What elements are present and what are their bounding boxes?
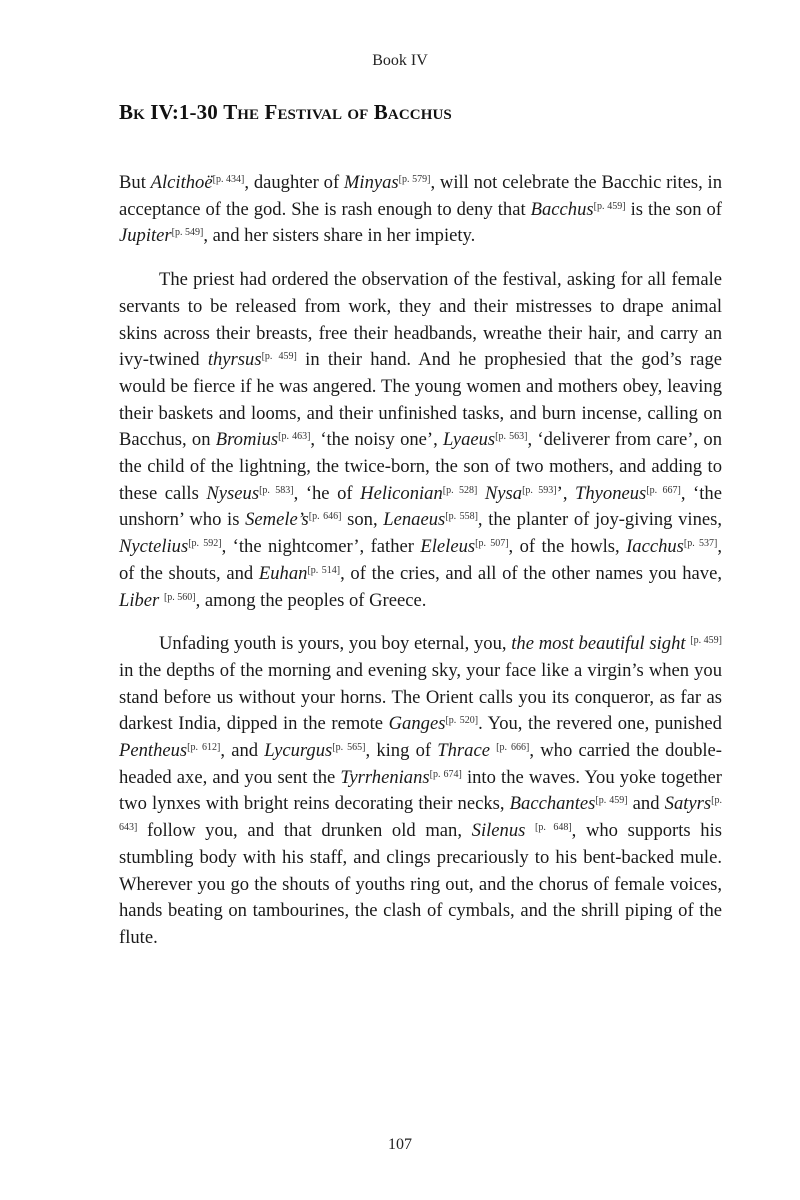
italic-name: Minyas	[343, 172, 399, 193]
page-reference: [p. 583]	[259, 484, 294, 496]
page-reference: [p. 593]	[522, 484, 557, 496]
text-run: , of the shouts, and	[119, 536, 722, 584]
page-reference: [p. 565]	[332, 742, 366, 754]
text-run: into the waves. You yoke together two lynxes with bright reins decorating their necks,	[119, 766, 722, 815]
running-head: Book IV	[372, 52, 428, 69]
text-run: , ‘the unshorn’ who is	[119, 482, 722, 531]
text-run: ’,	[556, 482, 576, 504]
text-run: follow you, and that drunken old man,	[137, 820, 472, 842]
text-run: , among the peoples of Greece.	[195, 589, 427, 611]
text-run: , who carried the double-headed axe, and you sent the	[119, 740, 722, 788]
italic-name: Iacchus	[626, 536, 684, 558]
text-run: , ‘the noisy one’,	[310, 429, 444, 451]
section-heading	[119, 100, 452, 125]
italic-name: Silenus	[471, 820, 526, 842]
page-reference: [p. 434]	[212, 174, 245, 185]
italic-name: Bacchus	[530, 198, 594, 220]
text-run: , ‘deliverer from care’, on the child of the lightning, the twice-born, the son of two mothers, and adding to these calls	[119, 429, 722, 504]
page-reference: [p. 560]	[163, 591, 196, 603]
italic-name: Liber	[119, 589, 160, 611]
body-text	[119, 170, 722, 952]
page-reference: [p. 674]	[429, 768, 462, 780]
page-reference: [p. 666]	[496, 742, 530, 754]
paragraph	[119, 267, 722, 614]
italic-name: Ganges	[388, 713, 446, 735]
italic-name: Nyseus	[206, 482, 260, 504]
italic-name: Thrace	[437, 740, 490, 762]
italic-name: Semele’s	[245, 509, 309, 531]
italic-name: Tyrrhenians	[340, 766, 430, 788]
text-run: son,	[341, 509, 384, 531]
italic-name: Bacchantes	[509, 793, 596, 815]
text-run: is the son of	[625, 198, 722, 220]
text-run: and	[627, 793, 665, 815]
page-reference: [p. 579]	[398, 174, 431, 185]
text-run: , of the cries, and all of the other names you have,	[340, 562, 722, 584]
text-run: , will not celebrate the Bacchic rites, in acceptance of the god. She is rash enough to deny that	[119, 172, 722, 220]
section-title: The Festival of Bacchus	[223, 100, 452, 124]
italic-name: Euhan	[258, 562, 308, 584]
italic-name: Nyctelius	[119, 536, 189, 558]
page-reference: [p. 459]	[261, 351, 297, 363]
text-run: , ‘the nightcomer’, father	[221, 536, 421, 558]
page-reference: [p. 520]	[445, 715, 479, 727]
text-run: in the depths of the morning and evening sky, your face like a virgin’s when you stand before us without your horns. The Orient calls you its conqueror, as far as darkest India, dipped in the remote	[119, 659, 722, 735]
text-run	[477, 483, 485, 504]
text-run: , daughter of	[244, 172, 344, 193]
page-reference: [p. 558]	[445, 511, 478, 523]
italic-name: thyrsus	[207, 349, 262, 371]
section-number: Bk IV:1-30	[119, 100, 218, 124]
page-reference: [p. 592]	[188, 538, 222, 550]
text-run: , and	[220, 740, 265, 762]
italic-name: Lycurgus	[264, 740, 333, 762]
page-reference: [p. 528]	[442, 484, 478, 496]
page-reference: [p. 507]	[475, 538, 509, 550]
page-reference: [p. 646]	[308, 511, 342, 523]
page-reference: [p. 667]	[646, 484, 681, 496]
page-reference: [p. 459]	[595, 795, 628, 807]
text-run: , king of	[365, 740, 438, 762]
text-run: , the planter of joy-giving vines,	[477, 509, 722, 531]
page-reference: [p. 549]	[171, 227, 204, 239]
page-reference: [p. 459]	[593, 200, 626, 212]
page-reference: [p. 537]	[683, 538, 718, 550]
page-reference: [p. 563]	[495, 431, 528, 443]
text-run: . You, the revered one, punished	[478, 713, 722, 735]
page-reference: [p. 648]	[535, 822, 572, 834]
text-run: , who supports his stumbling body with his staff, and clings precariously to his bent-backed mule. Wherever you go the shouts of youths ring out, and the chorus of female voices, hands beating on tambourines, the clash of cymbals, and the shrill piping of the flute.	[119, 820, 722, 948]
italic-name: Eleleus	[420, 536, 476, 558]
italic-name: Lenaeus	[383, 509, 446, 531]
italic-name: Alcithoë	[150, 172, 213, 193]
page-reference: [p. 463]	[278, 431, 311, 443]
paragraph	[119, 170, 722, 250]
page-number: 107	[388, 1136, 412, 1153]
italic-name: the most beautiful sight	[511, 633, 686, 655]
page-reference: [p. 643]	[119, 795, 722, 834]
italic-name: Thyoneus	[575, 482, 647, 504]
paragraph	[119, 631, 722, 951]
italic-name: Bromius	[215, 429, 279, 451]
text-run: , of the howls,	[508, 536, 627, 558]
italic-name: Pentheus	[119, 740, 188, 762]
italic-name: Nysa	[484, 482, 523, 504]
page-reference: [p. 612]	[187, 742, 221, 754]
text-run: Unfading youth is yours, you boy eternal, you,	[159, 633, 512, 655]
italic-name: Lyaeus	[443, 429, 496, 451]
italic-name: Satyrs	[664, 793, 712, 815]
page-reference: [p. 459]	[690, 635, 723, 647]
italic-name: Jupiter	[119, 225, 172, 247]
text-run: , ‘he of	[293, 482, 361, 504]
text-run	[525, 820, 535, 841]
text-run: , and her sisters share in her impiety.	[203, 225, 476, 247]
text-run: The priest had ordered the observation of the festival, asking for all female servants to be released from work, they and their mistresses to drape animal skins across their breasts, free their headbands, wreathe their hair, and carry an ivy-twined	[119, 269, 722, 371]
page-reference: [p. 514]	[307, 564, 341, 576]
italic-name: Heliconian	[360, 482, 443, 504]
text-run: But	[119, 172, 151, 193]
text-run: in their hand. And he prophesied that the god’s rage would be fierce if he was angered. The young women and mothers obey, leaving their baskets and looms, and their unfinished tasks, and burn incense, calling on Bacchus, on	[119, 349, 722, 451]
